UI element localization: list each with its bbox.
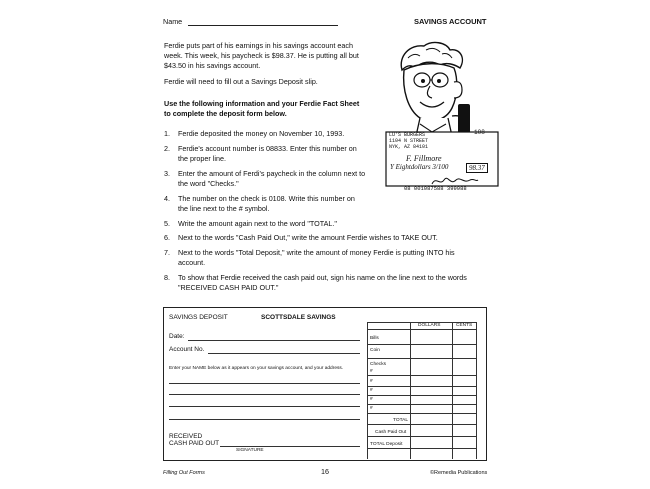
check-routing: 08 001087588 399988 bbox=[404, 185, 467, 192]
instruction-text: To show that Ferdie received the cash paid out, sign his name on the line next to the words bbox=[178, 272, 467, 282]
received-label-line: RECEIVED bbox=[169, 433, 203, 440]
dollars-header: DOLLARS bbox=[418, 323, 441, 328]
address-line[interactable] bbox=[169, 406, 360, 407]
instruction-number: 3. bbox=[164, 168, 170, 178]
account-label: Account No. bbox=[169, 346, 205, 353]
check-amount-words: Y Eightdollars 3/100 bbox=[390, 163, 449, 171]
instruction-number: 6. bbox=[164, 233, 170, 242]
date-line[interactable] bbox=[188, 340, 360, 341]
instruction-text: Ferdie's account number is 08833. Enter this number on bbox=[178, 143, 357, 153]
row-label-cash-paid-out: Cash Paid Out bbox=[375, 430, 407, 435]
grid-line bbox=[367, 424, 476, 425]
grid-line bbox=[452, 322, 453, 459]
instruction-text: Enter the amount of Ferdi's paycheck in the column next to bbox=[178, 168, 366, 178]
name-line[interactable] bbox=[188, 25, 338, 26]
form-title: SAVINGS DEPOSIT bbox=[169, 314, 228, 321]
intro-paragraph-2: Ferdie will need to fill out a Savings Deposit slip. bbox=[164, 77, 318, 86]
directions-line: Use the following information and your Ferdie Fact Sheet bbox=[164, 99, 360, 108]
signature-label: SIGNATURE bbox=[236, 448, 264, 453]
intro-line: $43.50 in his savings account. bbox=[164, 61, 261, 70]
check-address-line: 1104 N STREET bbox=[389, 138, 429, 144]
grid-line bbox=[367, 358, 476, 359]
instruction-text: the proper line. bbox=[178, 154, 226, 163]
address-line[interactable] bbox=[169, 419, 360, 420]
row-label-bills: Bills bbox=[370, 336, 379, 341]
grid-line bbox=[367, 322, 368, 459]
instruction-item bbox=[164, 248, 508, 269]
instruction-text: The number on the check is 0108. Write this number on bbox=[178, 193, 355, 203]
address-line[interactable] bbox=[169, 383, 360, 384]
instruction-item bbox=[164, 144, 393, 165]
check-address-line: NYK, AZ 84101 bbox=[389, 144, 429, 150]
instruction-item bbox=[164, 219, 508, 230]
deposit-form bbox=[163, 307, 487, 461]
instruction-text: the line next to the # symbol. bbox=[178, 204, 270, 213]
grid-line bbox=[367, 344, 476, 345]
date-label: Date: bbox=[169, 333, 185, 340]
directions-line: to complete the deposit form below. bbox=[164, 109, 287, 118]
row-label-total: TOTAL bbox=[393, 418, 409, 423]
grid-line bbox=[476, 322, 477, 459]
row-label-coin: Coin bbox=[370, 348, 380, 353]
row-label-total-deposit: TOTAL Deposit bbox=[370, 442, 403, 447]
grid-line bbox=[367, 395, 476, 396]
instruction-text: account. bbox=[178, 258, 206, 267]
cents-header: CENTS bbox=[456, 323, 473, 328]
account-line[interactable] bbox=[208, 353, 360, 354]
name-instruction: Enter your NAME below as it appears on your savings account, and your address. bbox=[169, 366, 344, 371]
grid-line bbox=[367, 386, 476, 387]
name-label: Name bbox=[163, 17, 183, 26]
instruction-number: 4. bbox=[164, 193, 170, 203]
row-label-number: # bbox=[370, 406, 373, 411]
page-title: SAVINGS ACCOUNT bbox=[414, 17, 487, 26]
grid-line bbox=[367, 436, 476, 437]
check-amount: 98.37 bbox=[466, 163, 488, 173]
row-label-number: # bbox=[370, 379, 373, 384]
footer-left: Filling Out Forms bbox=[163, 470, 205, 476]
check-payee: F. Fillmore bbox=[406, 154, 442, 163]
grid-line bbox=[367, 404, 476, 405]
form-bank-name: SCOTTSDALE SAVINGS bbox=[261, 314, 336, 321]
row-label-number: # bbox=[370, 397, 373, 402]
instruction-item bbox=[164, 194, 508, 215]
intro-paragraph-1 bbox=[164, 41, 359, 71]
received-label bbox=[169, 433, 219, 447]
grid-line bbox=[367, 413, 476, 414]
instruction-text: Next to the words "Cash Paid Out," write the amount Ferdie wishes to TAKE OUT. bbox=[178, 233, 438, 242]
received-label-line: CASH PAID OUT bbox=[169, 440, 220, 447]
instruction-text: Ferdie deposited the money on November 10, 1993. bbox=[178, 129, 345, 138]
instruction-item bbox=[164, 273, 508, 294]
instruction-item bbox=[164, 233, 508, 244]
page-number: 16 bbox=[321, 467, 329, 476]
instruction-number: 8. bbox=[164, 272, 170, 282]
check-number: 108 bbox=[474, 129, 485, 136]
grid-line bbox=[367, 329, 476, 330]
check-address-line: LU'S BURGERS bbox=[389, 132, 426, 138]
instruction-text: the word "Checks." bbox=[178, 179, 239, 188]
footer-right: ©Remedia Publications bbox=[430, 470, 488, 476]
row-label-number: # bbox=[370, 369, 373, 374]
instruction-number: 5. bbox=[164, 218, 170, 228]
instruction-number: 7. bbox=[164, 247, 170, 257]
grid-line bbox=[410, 322, 411, 459]
grid-line bbox=[367, 448, 476, 449]
instruction-text: Next to the words "Total Deposit," write the amount of money Ferdie is putting INTO his bbox=[178, 247, 455, 257]
intro-line: Ferdie puts part of his earnings in his savings account each bbox=[164, 41, 353, 50]
instruction-text: "RECEIVED CASH PAID OUT." bbox=[178, 283, 279, 292]
directions bbox=[164, 99, 359, 119]
row-label-checks: Checks bbox=[370, 362, 386, 367]
signature-line[interactable] bbox=[220, 446, 360, 447]
intro-line: week. This week, his paycheck is $98.37. He is putting all but bbox=[164, 51, 359, 60]
row-label-number: # bbox=[370, 388, 373, 393]
instruction-number: 1. bbox=[164, 129, 170, 138]
check-address bbox=[389, 132, 428, 150]
grid-line bbox=[367, 375, 476, 376]
instruction-text: Write the amount again next to the word "TOTAL." bbox=[178, 218, 337, 228]
address-line[interactable] bbox=[169, 394, 360, 395]
instruction-number: 2. bbox=[164, 143, 170, 153]
